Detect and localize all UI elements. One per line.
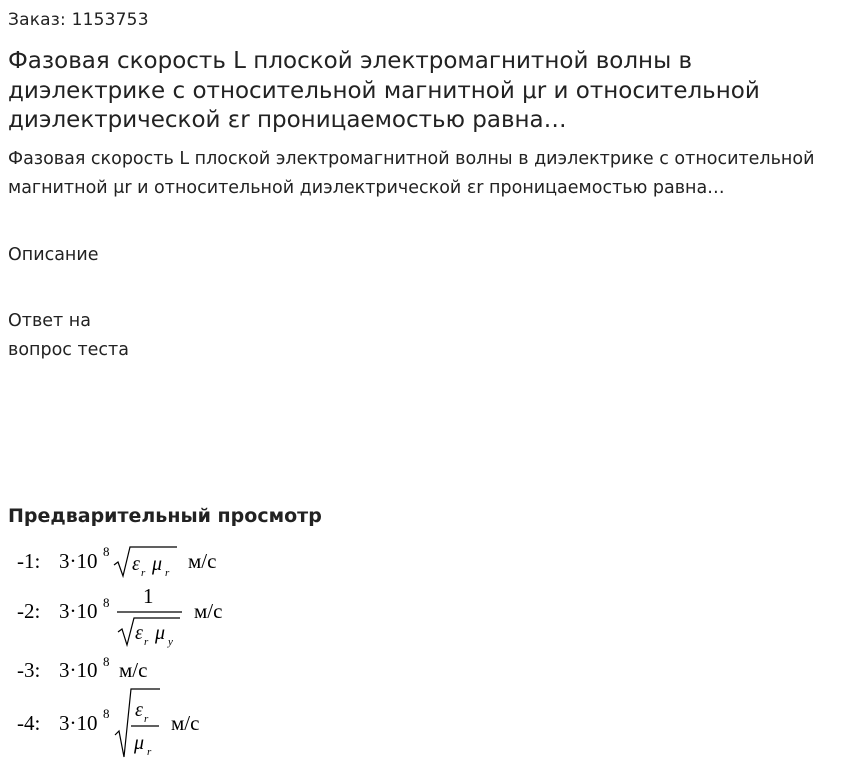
option-4: [17, 689, 199, 758]
option-2-radicand-mu-sub: y: [168, 636, 173, 648]
preview-heading: Предварительный просмотр: [8, 505, 322, 527]
option-1-exp: 8: [103, 544, 110, 559]
option-4-numer-eps-sub: r: [144, 713, 149, 725]
option-4-denom-mu: μ: [134, 732, 145, 754]
preview-formulas: [0, 535, 300, 765]
order-line: [8, 10, 149, 30]
option-3-number: -3:: [17, 658, 41, 682]
option-4-unit: м/с: [171, 711, 200, 735]
description-heading: Описание: [8, 245, 99, 265]
option-2-number: -2:: [17, 599, 41, 623]
option-1-coef: 3·10: [59, 549, 98, 573]
option-2-radicand-eps-sub: r: [144, 636, 149, 648]
option-3-coef: 3·10: [59, 658, 98, 682]
option-2: [17, 584, 222, 648]
option-1-radicand-eps: ε: [132, 553, 140, 575]
option-4-denom-mu-sub: r: [147, 746, 152, 758]
page-title: Фазовая скорость L плоской электромагнитной волны в диэлектрике с относительной магнитной μr и относительной диэлектрической εr проницаемостью равна…: [8, 48, 760, 133]
answer-line-1: Ответ на: [8, 311, 91, 331]
option-4-numer-eps: ε: [135, 699, 143, 721]
answer-line-2: вопрос теста: [8, 339, 129, 360]
option-2-unit: м/с: [194, 599, 223, 623]
formula-image: [0, 535, 300, 765]
option-1-radicand-eps-sub: r: [141, 567, 146, 579]
option-1-radicand-mu-sub: r: [165, 567, 170, 579]
option-3-exp: 8: [103, 654, 110, 669]
option-4-number: -4:: [17, 711, 41, 735]
option-3: [17, 654, 147, 682]
question-text: Фазовая скорость L плоской электромагнитной волны в диэлектрике с относительной магнитной μr и относительной диэлектрической εr проницаемостью равна…: [8, 149, 815, 198]
option-1-number: -1:: [17, 549, 41, 573]
option-2-numerator: 1: [143, 584, 154, 608]
order-number: 1153753: [71, 10, 149, 30]
option-4-exp: 8: [103, 706, 110, 721]
option-1-unit: м/с: [188, 549, 217, 573]
option-2-coef: 3·10: [59, 599, 98, 623]
option-3-unit: м/с: [119, 658, 148, 682]
answer-label: [8, 307, 129, 364]
option-2-radicand-mu: μ: [155, 622, 166, 644]
option-4-coef: 3·10: [59, 711, 98, 735]
option-2-radicand-eps: ε: [135, 622, 143, 644]
order-label: Заказ:: [8, 10, 66, 30]
option-2-exp: 8: [103, 595, 110, 610]
option-1-radicand-mu: μ: [152, 553, 163, 575]
option-1: [17, 544, 216, 579]
